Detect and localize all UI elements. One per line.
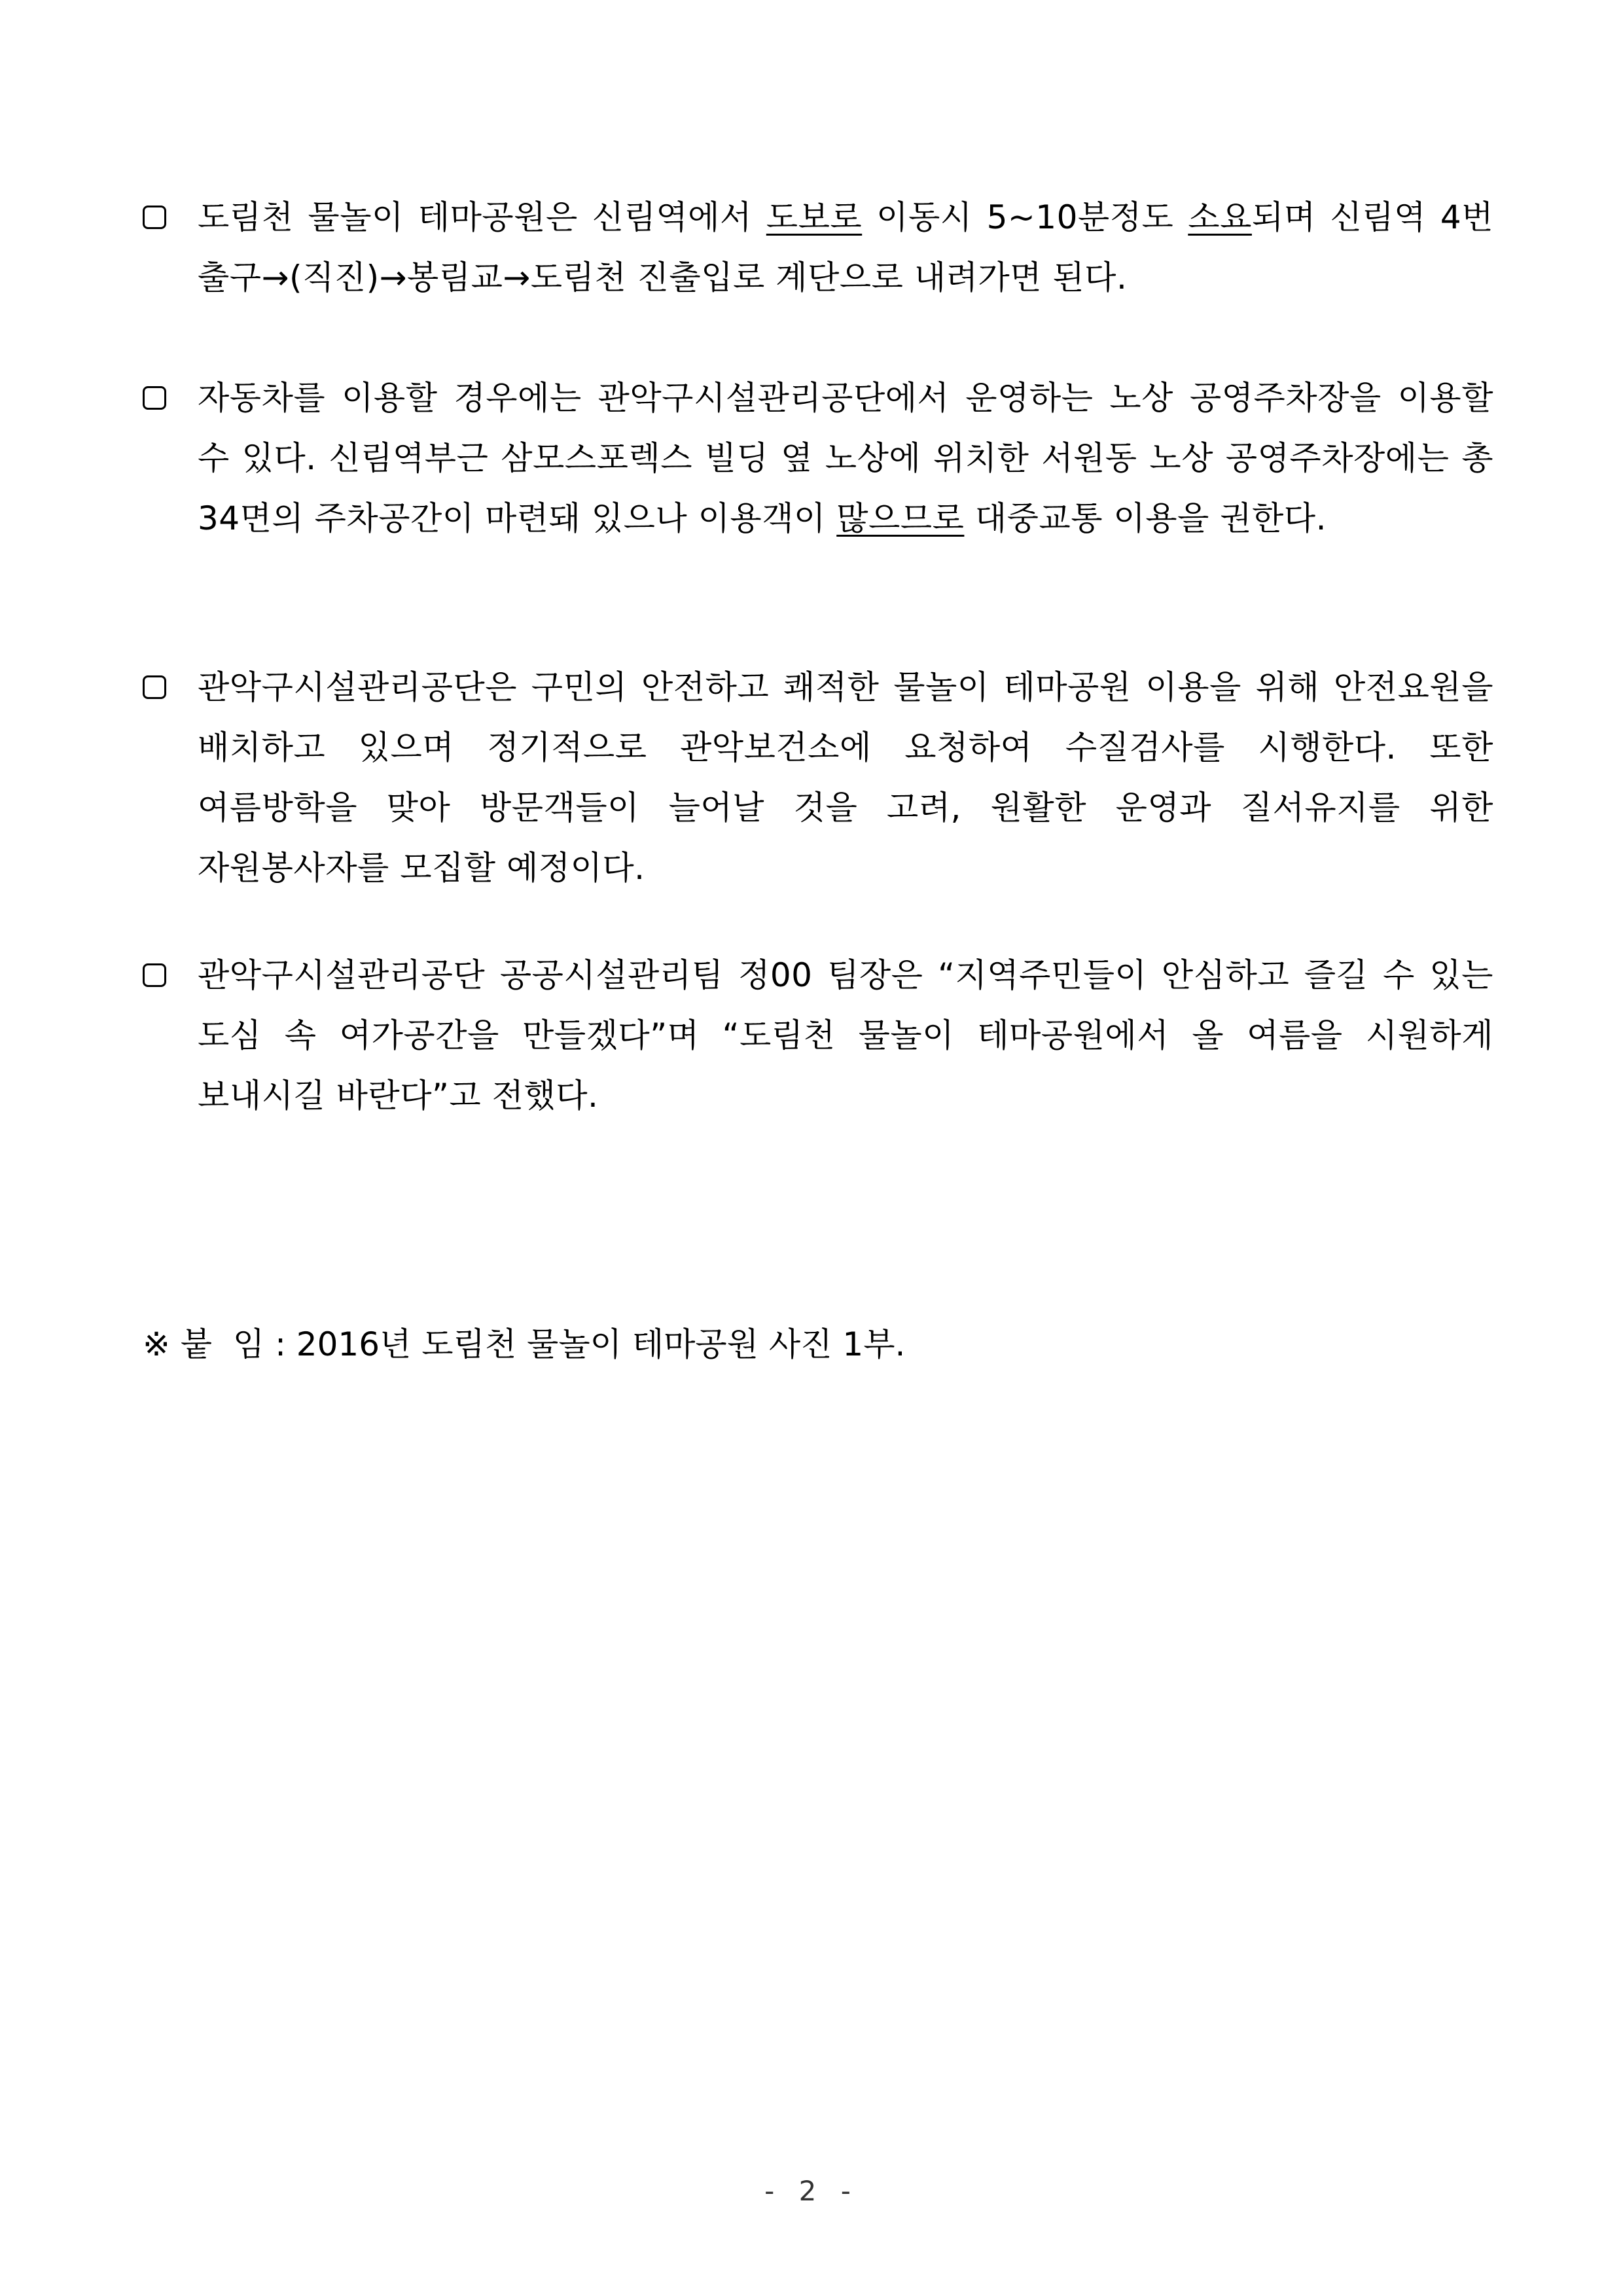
paragraph-text xyxy=(198,657,1493,898)
square-bullet-icon xyxy=(143,963,166,987)
paragraph-team-leader-quote xyxy=(143,945,1493,1126)
page-number: - 2 - xyxy=(764,2175,859,2207)
text-segment: 이동시 5~10분정도 xyxy=(862,198,1188,236)
paragraph-text xyxy=(198,945,1493,1126)
attachment-note: ※ 붙 임 : 2016년 도림천 물놀이 테마공원 사진 1부. xyxy=(143,1325,906,1363)
paragraph-safety-info xyxy=(143,657,1493,898)
text-segment: 되며 신림역 4번 출구→(직진)→봉림교→도림천 진출입로 계단으로 내려가면 된다. xyxy=(198,198,1494,296)
paragraph-text xyxy=(198,187,1493,308)
paragraph-walking-directions xyxy=(143,187,1493,308)
underlined-text-segment: 소요 xyxy=(1188,198,1252,236)
underlined-text-segment: 많으므로 xyxy=(836,499,965,537)
square-bullet-icon xyxy=(143,386,166,410)
square-bullet-icon xyxy=(143,206,166,229)
text-segment: 관악구시설관리공단 공공시설관리팀 정00 팀장은 “지역주민들이 안심하고 즐길 수 있는 도심 속 여가공간을 만들겠다”며 “도림천 물놀이 테마공원에서 올 여름을 시원하게 보내시길 바란다”고 전했다. xyxy=(198,956,1493,1115)
text-segment: 대중교통 이용을 권한다. xyxy=(964,499,1327,537)
text-segment: 자동차를 이용할 경우에는 관악구시설관리공단에서 운영하는 노상 공영주차장을 이용할 수 있다. 신림역부근 삼모스포렉스 빌딩 옆 노상에 위치한 서원동 노상 공영주차장에는 총 34면의 주차공간이 마련돼 있으나 이용객이 xyxy=(198,379,1493,537)
paragraph-text xyxy=(198,368,1493,548)
text-segment: 도림천 물놀이 테마공원은 신림역에서 xyxy=(198,198,766,236)
square-bullet-icon xyxy=(143,675,166,699)
text-segment: 관악구시설관리공단은 구민의 안전하고 쾌적한 물놀이 테마공원 이용을 위해 안전요원을 배치하고 있으며 정기적으로 관악보건소에 요청하여 수질검사를 시행한다. 또한 여름방학을 맞아 방문객들이 늘어날 것을 고려, 원활한 운영과 질서유지를 위한 자원봉사자를 모집할 예정이다. xyxy=(198,668,1493,887)
paragraph-parking-info xyxy=(143,368,1493,548)
underlined-text-segment: 도보로 xyxy=(766,198,863,236)
